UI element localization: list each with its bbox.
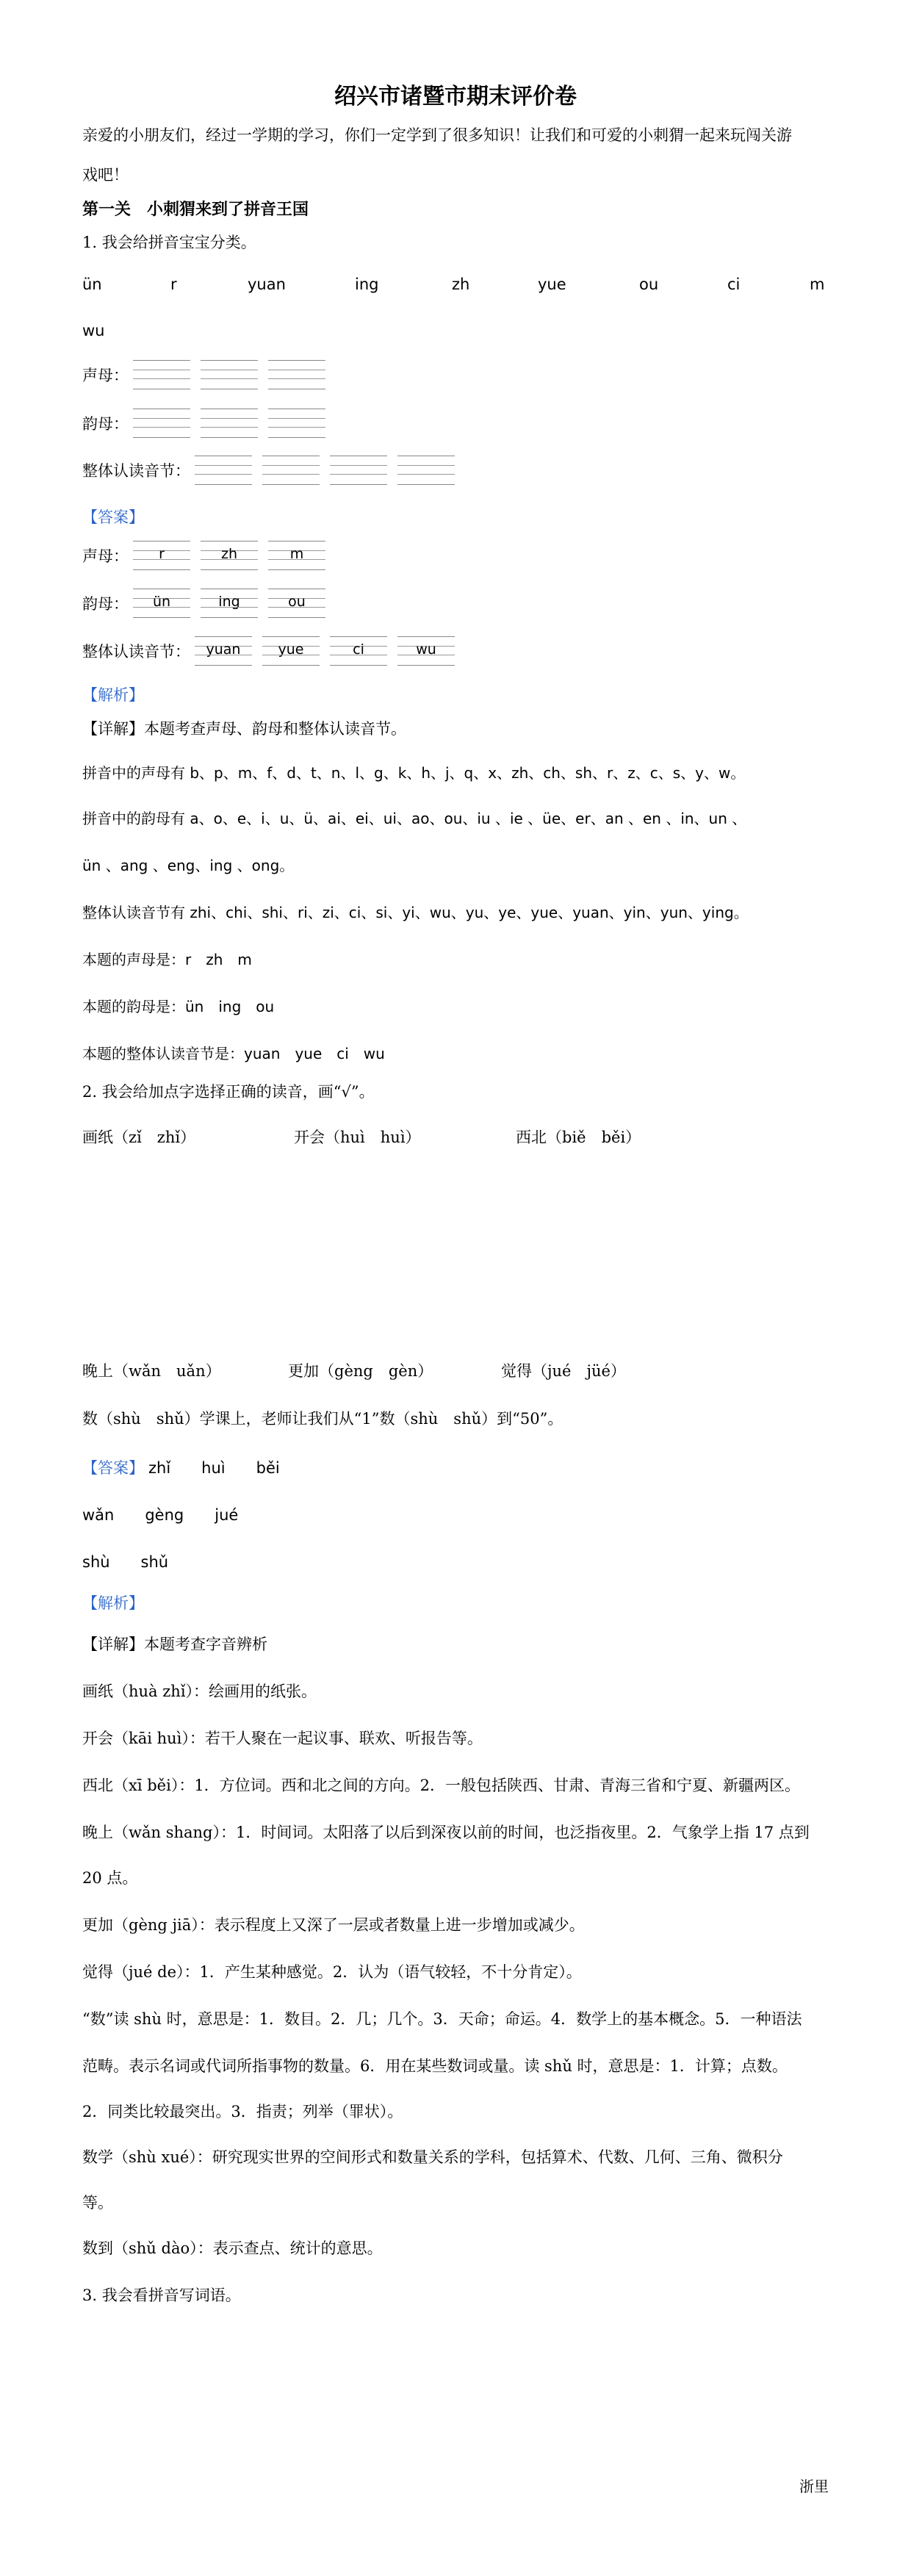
q2-answer-line: wǎn gèng jué [82,1506,239,1524]
answer-grid: ou [268,589,325,618]
analysis-line: 拼音中的声母有 b、p、m、f、d、t、n、l、g、k、h、j、q、x、zh、ch、sh、r、z、c、s、y、w。 [82,764,746,782]
intro-line-2: 戏吧！ [82,166,129,184]
q2-option: 开会（huì huì） [294,1129,421,1146]
pinyin-item: zh [452,276,470,293]
shengmu-label: 声母： [82,367,129,384]
analysis-line: 数学（shù xué）：研究现实世界的空间形式和数量关系的学科，包括算术、代数、几何、三角、微积分 [82,2148,783,2166]
pinyin-item: ci [727,276,741,293]
analysis-line: 本题的韵母是：ün ing ou [82,998,275,1015]
answer-grid: r [133,541,190,570]
writing-grid[interactable] [133,360,190,389]
analysis-line: 觉得（jué de）：1．产生某种感觉。2．认为（语气较轻，不十分肯定）。 [82,1963,582,1981]
analysis-line: ün 、ang 、eng、ing 、ong。 [82,857,295,874]
analysis-line: 画纸（huà zhǐ）：绘画用的纸张。 [82,1683,317,1700]
section-heading: 第一关 小刺猬来到了拼音王国 [82,200,309,219]
analysis-line: 【详解】本题考查字音辨析 [82,1636,267,1653]
pinyin-item: ou [639,276,659,293]
analysis-line: 拼音中的韵母有 a、o、e、i、u、ü、ai、ei、ui、ao、ou、iu 、ie 、üe、er、an 、en 、in、un 、 [82,810,747,827]
analysis-line: 20 点。 [82,1869,138,1887]
answer-grid: ün [133,589,190,618]
yunmu-blank-row [82,409,336,438]
zhengti-blank-row [82,456,465,485]
zhengti-label: 整体认读音节： [82,462,190,480]
analysis-line: 数到（shǔ dào）：表示查点、统计的意思。 [82,2239,383,2257]
q2-answer-line: shù shǔ [82,1553,169,1571]
q2-option: 西北（biě běi） [516,1129,641,1146]
writing-grid[interactable] [330,456,387,485]
q2-answer-line: zhǐ huì běi [148,1459,280,1477]
answer-grid: m [268,541,325,570]
q2-option: 更加（gèng gèn） [288,1362,433,1380]
shengmu-answer-row [82,541,336,570]
q2-option: 画纸（zǐ zhǐ） [82,1129,196,1146]
q2-option: 晚上（wǎn uǎn） [82,1362,221,1380]
page-title: 绍兴市诸暨市期末评价卷 [334,84,577,109]
writing-grid[interactable] [201,409,258,438]
analysis-line: 本题的整体认读音节是：yuan yue ci wu [82,1045,385,1062]
q2-sentence: 数（shù shǔ）学课上，老师让我们从“1”数（shù shǔ）到“50”。 [82,1410,563,1428]
analysis-tag: 【解析】 [82,1594,144,1612]
pinyin-item: ün [82,276,102,293]
answer-grid: ing [201,589,258,618]
analysis-line: 更加（gèng jiā）：表示程度上又深了一层或者数量上进一步增加或减少。 [82,1916,585,1934]
analysis-line: 开会（kāi huì）：若干人聚在一起议事、联欢、听报告等。 [82,1730,483,1747]
analysis-line: 【详解】本题考查声母、韵母和整体认读音节。 [82,720,406,738]
yunmu-answer-row [82,589,336,618]
page-footer: 浙里 [799,2478,829,2495]
zhengti-label: 整体认读音节： [82,643,190,661]
analysis-line: 整体认读音节有 zhi、chi、shi、ri、zi、ci、si、yi、wu、yu、ye、yue、yuan、yin、yun、ying。 [82,904,749,921]
analysis-line: 2．同类比较最突出。3．指责；列举（罪状）。 [82,2103,403,2120]
pinyin-item: yuan [248,276,286,293]
writing-grid[interactable] [262,456,320,485]
answer-grid: wu [397,636,455,666]
yunmu-label: 韵母： [82,415,129,433]
zhengti-answer-row [82,636,465,666]
answer-tag: 【答案】 [82,508,144,526]
shengmu-blank-row [82,360,336,389]
yunmu-label: 韵母： [82,595,129,613]
writing-grid[interactable] [268,360,325,389]
pinyin-item: ing [355,276,379,293]
answer-grid: yuan [195,636,252,666]
analysis-tag: 【解析】 [82,686,144,704]
intro-line-1: 亲爱的小朋友们，经过一学期的学习，你们一定学到了很多知识！让我们和可爱的小刺猬一起来玩闯关游 [82,126,792,144]
answer-grid: ci [330,636,387,666]
pinyin-item: m [810,276,825,293]
pinyin-item: r [170,276,177,293]
analysis-line: 等。 [82,2194,113,2212]
question-3-prompt: 3. 我会看拼音写词语。 [82,2287,241,2304]
analysis-line: 范畴。表示名词或代词所指事物的数量。6．用在某些数词或量。读 shǔ 时，意思是：1．计算；点数。 [82,2057,788,2075]
answer-tag: 【答案】 [82,1459,144,1477]
analysis-line: 晚上（wǎn shang）：1．时间词。太阳落了以后到深夜以前的时间，也泛指夜里。2．气象学上指 17 点到 [82,1824,810,1841]
answer-grid: yue [262,636,320,666]
analysis-line: 西北（xī běi）：1．方位词。西和北之间的方向。2．一般包括陕西、甘肃、青海三省和宁夏、新疆两区。 [82,1777,801,1794]
question-2-prompt: 2. 我会给加点字选择正确的读音，画“√”。 [82,1083,375,1101]
writing-grid[interactable] [195,456,252,485]
analysis-line: 本题的声母是：r zh m [82,951,252,968]
writing-grid[interactable] [133,409,190,438]
writing-grid[interactable] [201,360,258,389]
question-1-prompt: 1. 我会给拼音宝宝分类。 [82,234,256,251]
pinyin-item: yue [538,276,566,293]
shengmu-label: 声母： [82,547,129,565]
answer-grid: zh [201,541,258,570]
analysis-line: “数”读 shù 时，意思是：1．数目。2．几；几个。3．天命；命运。4．数学上的基本概念。5．一种语法 [82,2010,802,2028]
pinyin-item: wu [82,322,105,339]
writing-grid[interactable] [268,409,325,438]
q2-option: 觉得（jué jüé） [501,1362,626,1380]
writing-grid[interactable] [397,456,455,485]
